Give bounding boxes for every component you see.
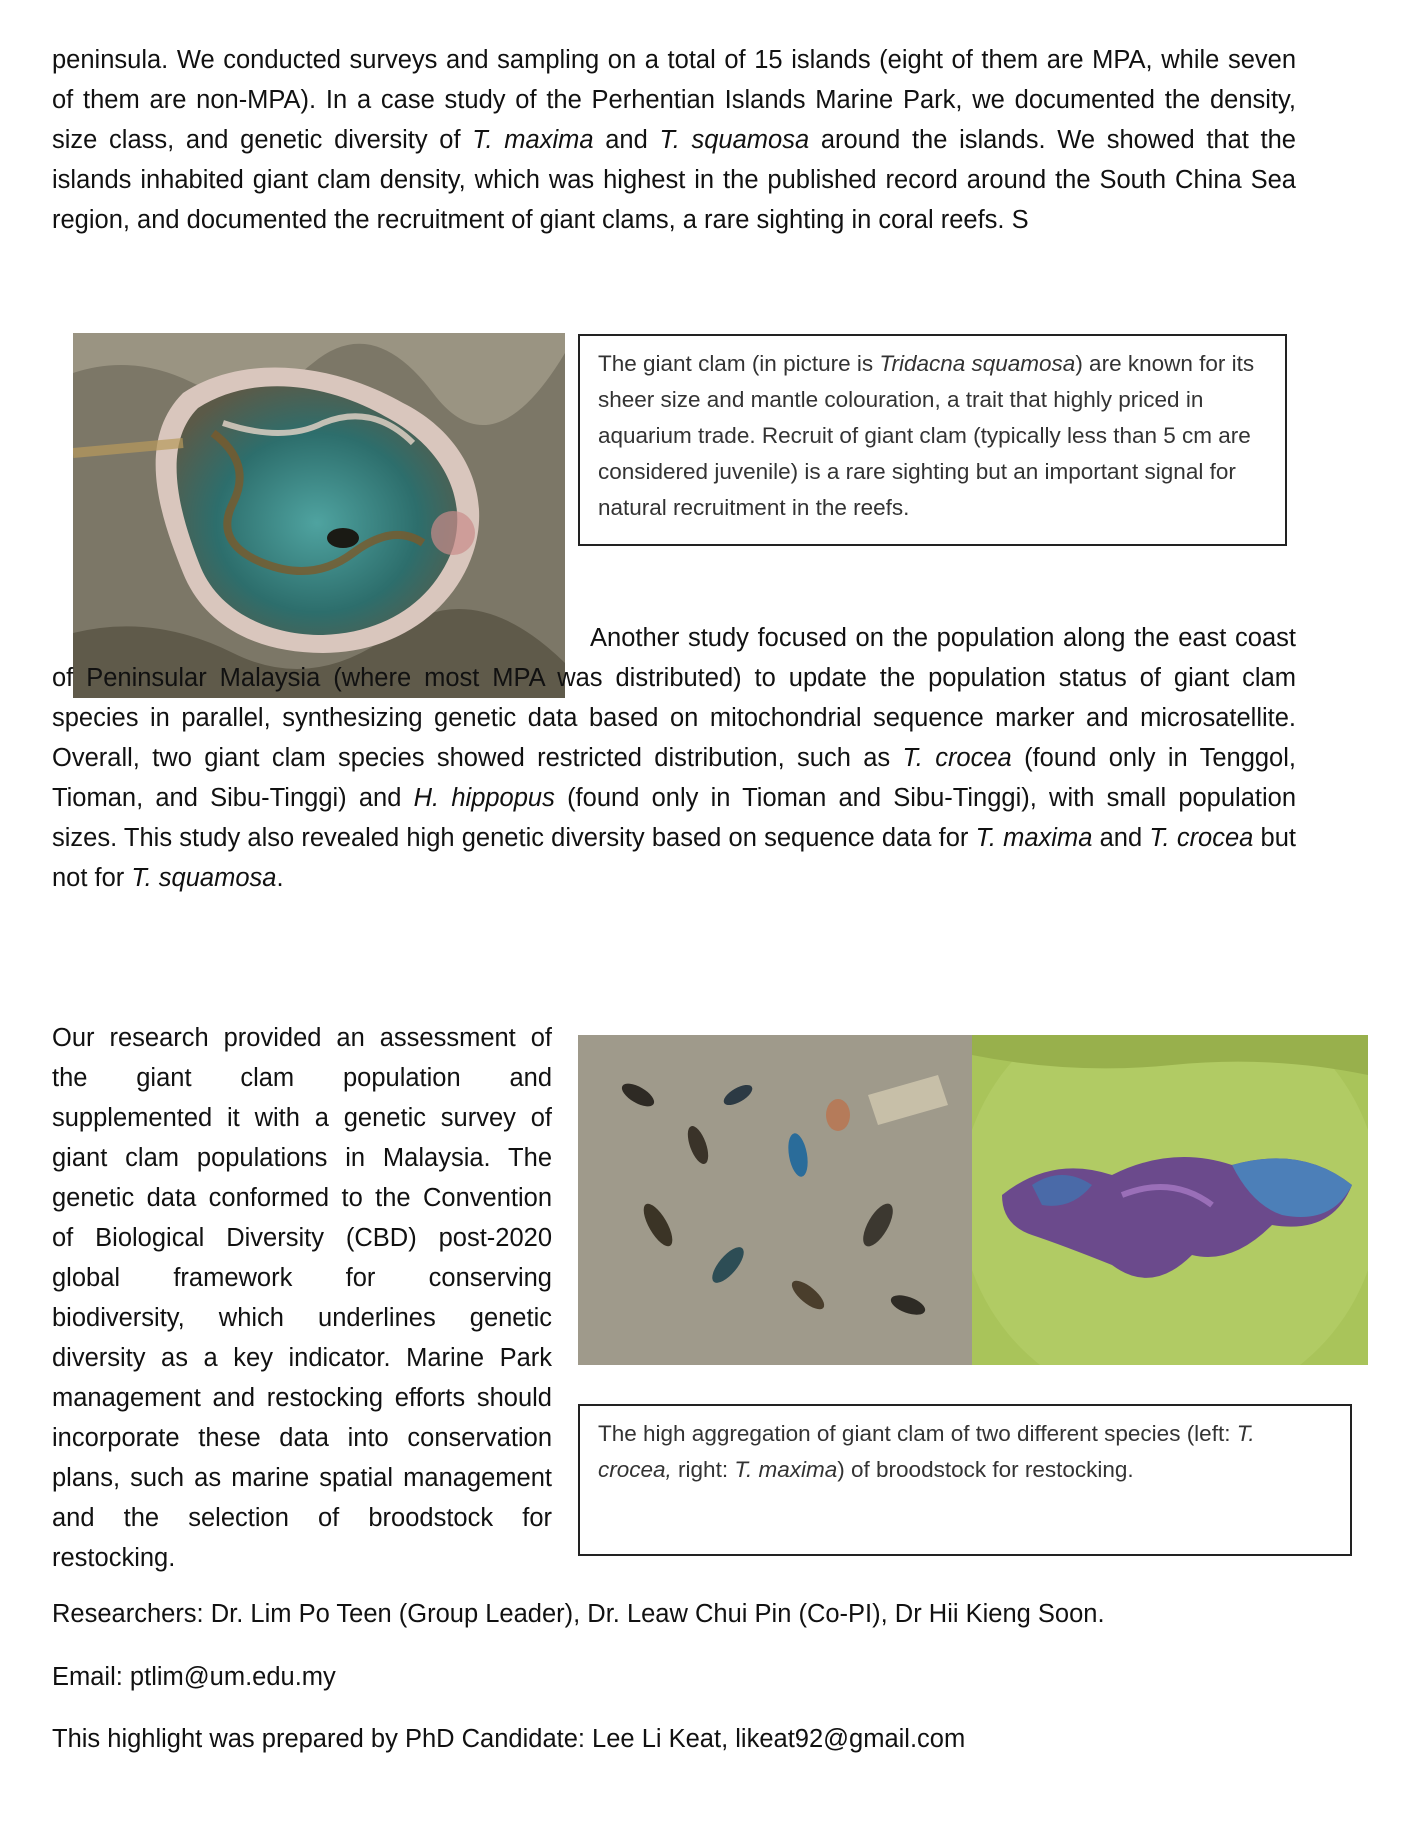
- caption-text-1: The giant clam (in picture is: [598, 351, 880, 376]
- crocea-broodstock-photo: [578, 1035, 972, 1365]
- species-name: T. crocea: [1149, 824, 1254, 852]
- species-name: T. maxima: [472, 126, 594, 154]
- study-text-6: .: [276, 864, 284, 892]
- study-paragraph: [52, 618, 1296, 898]
- species-name: T. maxima: [975, 824, 1093, 852]
- caption-text-2: ) are known for its sheer size and mantle colouration, a trait that highly priced in aquarium trade. Recruit of giant clam (typically less than 5 cm are considered juvenile) is a rare sighting but an important signal for natural recruitment in the reefs.: [598, 351, 1255, 520]
- species-name: T. maxima: [734, 1457, 838, 1482]
- study-text-5: but not for: [52, 824, 1296, 892]
- photo-caption-broodstock: [578, 1404, 1352, 1556]
- photo-caption-squamosa: [578, 334, 1287, 546]
- intro-text-3: around the islands. We showed that the islands inhabited giant clam density, which was highest in the published record around the South China Sea region, and documented the recruitment of giant clams, a rare sighting in coral reefs. S: [52, 126, 1296, 234]
- caption-text-2: right:: [671, 1457, 735, 1482]
- species-name: T. squamosa: [131, 864, 277, 892]
- prepared-by-line: This highlight was prepared by PhD Candidate: Lee Li Keat, likeat92@gmail.com: [52, 1725, 966, 1753]
- maxima-illustration: [972, 1035, 1368, 1365]
- intro-text-2: and: [593, 126, 660, 154]
- species-name: T. crocea,: [598, 1421, 1255, 1482]
- study-text-2: (found only in Tenggol, Tioman, and Sibu-Tinggi) and: [52, 744, 1296, 812]
- research-paragraph: Our research provided an assessment of the giant clam population and supplemented it with a genetic survey of giant clam populations in Malaysia. The genetic data conformed to the Convention of Biological Diversity (CBD) post-2020 global framework for conserving biodiversity, which underlines genetic diversity as a key indicator. Marine Park management and restocking efforts should incorporate these data into conservation plans, such as marine spatial management and the selection of broodstock for restocking.: [52, 1024, 552, 1572]
- species-name: Tridacna squamosa: [879, 351, 1076, 376]
- study-text-4: and: [1092, 824, 1150, 852]
- species-name: T. crocea: [902, 744, 1012, 772]
- study-text-3: (found only in Tioman and Sibu-Tinggi), with small population sizes. This study also revealed high genetic diversity based on sequence data for: [52, 784, 1297, 852]
- caption-text-3: ) of broodstock for restocking.: [837, 1457, 1134, 1482]
- intro-text-1: peninsula. We conducted surveys and sampling on a total of 15 islands (eight of them are MPA, while seven of them are non-MPA). In a case study of the Perhentian Islands Marine Park, we documented the density, size class, and genetic diversity of: [52, 46, 1296, 154]
- species-name: T. squamosa: [659, 126, 810, 154]
- species-name: H. hippopus: [413, 784, 555, 812]
- maxima-broodstock-photo: [972, 1035, 1368, 1365]
- researchers-line: Researchers: Dr. Lim Po Teen (Group Leader), Dr. Leaw Chui Pin (Co-PI), Dr Hii Kieng Soon.: [52, 1600, 1105, 1628]
- study-text-1: Another study focused on the population along the east coast of Peninsular Malaysia (where most MPA was distributed) to update the population status of giant clam species in parallel, synthesizing genetic data based on mitochondrial sequence marker and microsatellite. Overall, two giant clam species showed restricted distribution, such as: [52, 624, 1296, 772]
- intro-paragraph: [52, 40, 1296, 240]
- caption-text-1: The high aggregation of giant clam of two different species (left:: [598, 1421, 1237, 1446]
- email-line: Email: ptlim@um.edu.my: [52, 1663, 336, 1691]
- crocea-illustration: [578, 1035, 972, 1365]
